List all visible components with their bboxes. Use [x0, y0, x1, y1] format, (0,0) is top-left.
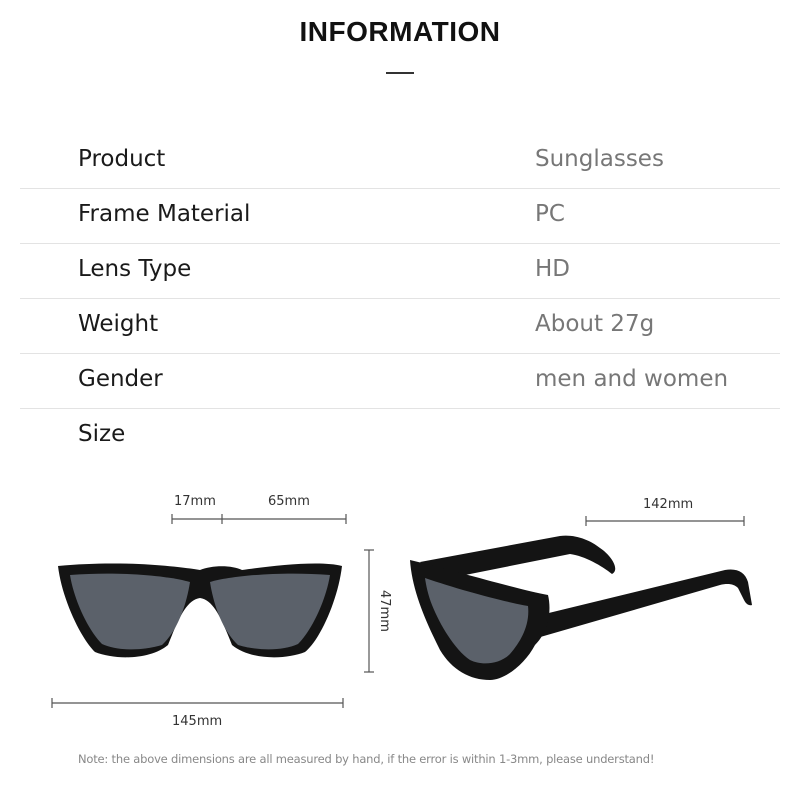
spec-value: Sunglasses	[535, 146, 664, 172]
spec-label: Weight	[78, 311, 159, 337]
spec-label: Size	[78, 421, 126, 447]
spec-label: Lens Type	[78, 256, 192, 282]
temple-length-dimension-label: 142mm	[643, 497, 694, 512]
spec-label: Frame Material	[78, 201, 251, 227]
spec-label: Gender	[78, 366, 163, 392]
lens-width-dimension-label: 65mm	[268, 494, 310, 509]
spec-label: Product	[78, 146, 166, 172]
total-width-dimension-label: 145mm	[172, 714, 223, 729]
page-title: INFORMATION	[299, 16, 501, 47]
height-dimension-label: 47mm	[377, 590, 392, 632]
spec-value: About 27g	[535, 311, 655, 337]
spec-value: HD	[535, 256, 571, 282]
measurement-note: Note: the above dimensions are all measured by hand, if the error is within 1-3mm, please understand!	[78, 752, 655, 766]
bridge-dimension-label: 17mm	[174, 494, 216, 509]
spec-value: men and women	[535, 366, 729, 392]
spec-value: PC	[535, 201, 565, 227]
sunglasses-side-icon	[410, 536, 752, 680]
sunglasses-front-icon	[58, 563, 342, 657]
